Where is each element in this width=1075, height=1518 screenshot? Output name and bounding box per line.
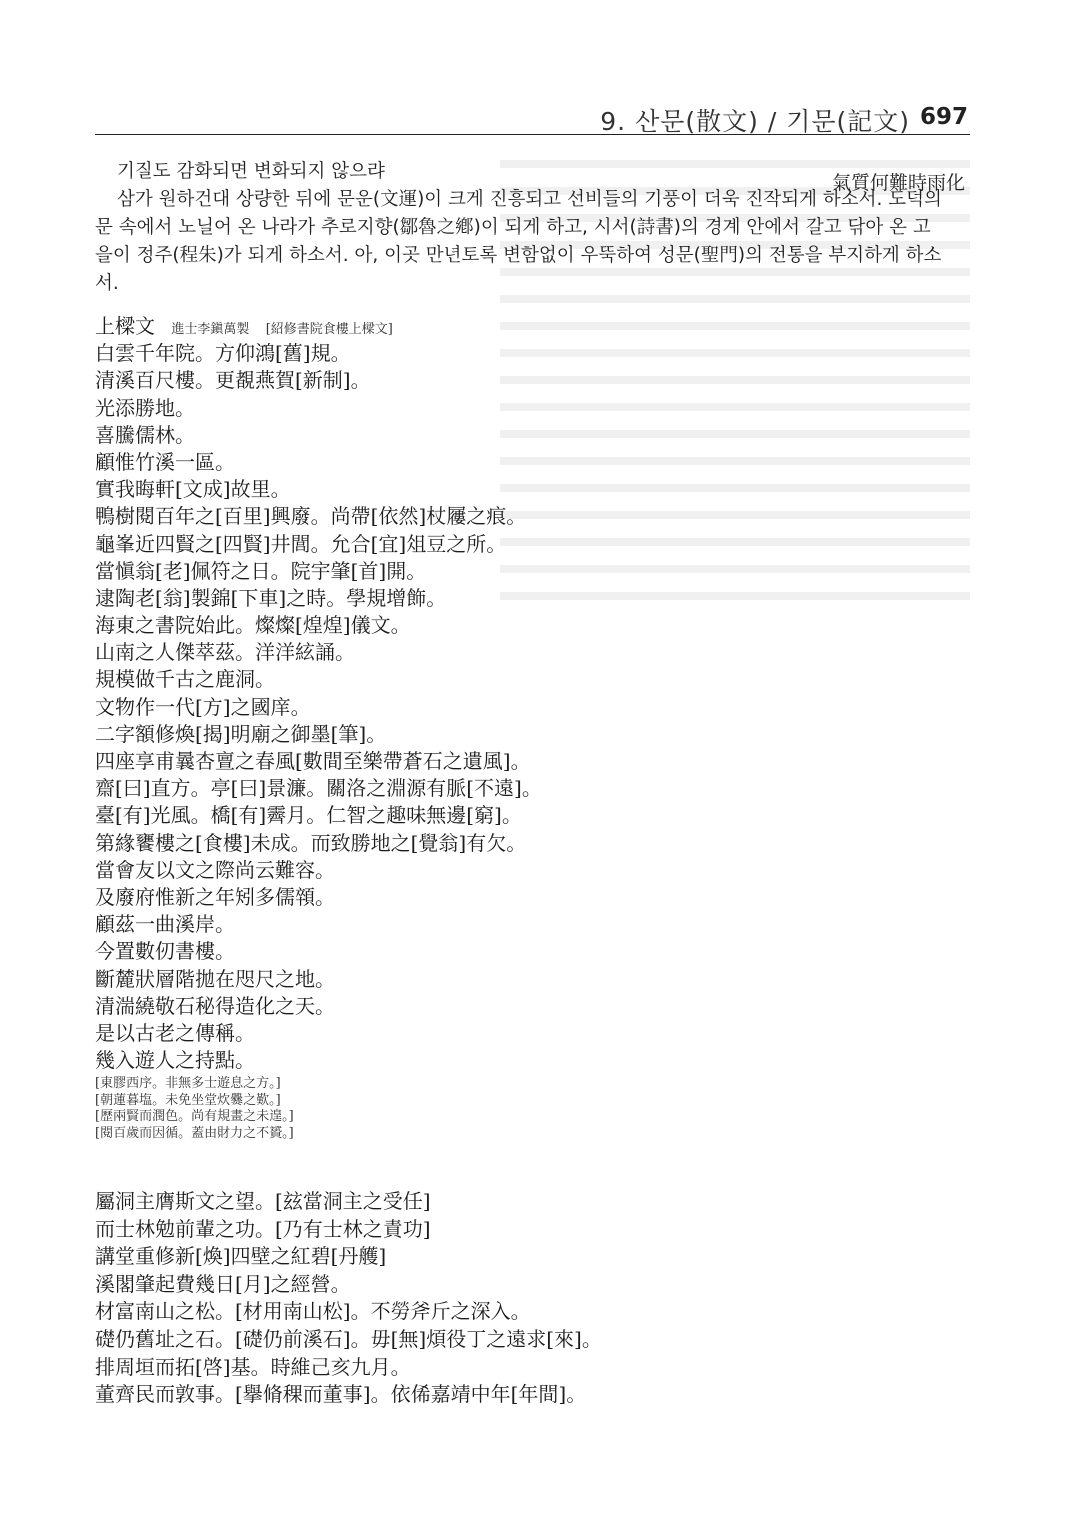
text-line: 白雲千年院。方仰鴻[舊]規。	[95, 341, 351, 366]
text-line: 材富南山之松。[材用南山松]。不勞斧斤之深入。	[95, 1299, 531, 1324]
korean-line: 을이 정주(程朱)가 되게 하소서. 아, 이곳 만년토록 변함없이 우뚝하여 성문(聖門)의 전통을 부지하게 하소	[95, 245, 942, 266]
page-number: 697	[919, 104, 968, 130]
text-line: 臺[有]光風。橋[有]霽月。仁智之趣味無邊[窮]。	[95, 803, 522, 828]
korean-line: 기질도 감화되면 변화되지 않으랴	[117, 161, 385, 182]
text-line: 海東之書院始此。燦燦[煌煌]儀文。	[95, 613, 411, 638]
text-line: 溪閣肇起費幾日[月]之經營。	[95, 1271, 351, 1296]
text-line: 顧茲一曲溪岸。	[95, 912, 235, 937]
text-line: 齋[曰]直方。亭[曰]景濂。關洛之淵源有脈[不遠]。	[95, 776, 542, 801]
text-line: 當會友以文之際尚云難容。	[95, 857, 335, 882]
note-line: [閱百歲而因循。蓋由財力之不贇。]	[95, 1125, 294, 1141]
text-line: 光添勝地。	[95, 395, 195, 420]
text-line: 二字額修煥[揭]明廟之御墨[筆]。	[95, 721, 387, 746]
note-line: [東膠西序。非無多士遊息之方。]	[95, 1076, 281, 1092]
note-line: [歷兩賢而潤色。尚有規畫之未遑。]	[95, 1109, 294, 1125]
text-line: 董齊民而敦事。[擧脩稞而董事]。依俙嘉靖中年[年間]。	[95, 1382, 587, 1407]
text-line: 清湍繞敬石秘得造化之天。	[95, 993, 335, 1018]
text-line: 礎仍舊址之石。[礎仍前溪石]。毋[無]煩役丁之遠求[來]。	[95, 1326, 602, 1351]
text-line: 第緣饔樓之[食樓]未成。而致勝地之[覺翁]有欠。	[95, 830, 527, 855]
text-line: 而士林勉前輩之功。[乃有士林之責功]	[95, 1216, 431, 1241]
text-line: 山南之人傑萃茲。洋洋絃誦。	[95, 640, 355, 665]
text-line: 及廢府惟新之年矧多儒顇。	[95, 884, 335, 909]
text-line: 斷麓狀層階拋在咫尺之地。	[95, 966, 335, 991]
note-line: [朝蓮暮塩。未免坐堂炊爨之歎。]	[95, 1092, 281, 1108]
text-line: 幾入遊人之持點。	[95, 1048, 255, 1073]
text-line: 是以古老之傳稱。	[95, 1020, 255, 1045]
text-line: 四座享甫曩杏亶之春風[數間至樂帶蒼石之遺風]。	[95, 749, 531, 773]
classical-text	[95, 313, 795, 1142]
korean-line: 서.	[95, 273, 119, 294]
text-line: 今置數仞書樓。	[95, 939, 235, 964]
korean-line: 문 속에서 노닐어 온 나라가 추로지향(鄒魯之鄕)이 되게 하고, 시서(詩書)의 경계 안에서 갈고 닦아 온 고	[95, 217, 931, 238]
text-line: 當愼翁[老]佩符之日。院宇肇[首]開。	[95, 558, 427, 583]
text-line: 顧惟竹溪一區。	[95, 449, 235, 474]
classical-text-continued	[95, 1188, 795, 1409]
text-line: 龜峯近四賢之[四賢]井閭。允合[宜]俎豆之所。	[95, 531, 507, 556]
side-note: 氣質何難時雨化	[831, 172, 965, 194]
bracket-notes	[95, 1076, 795, 1142]
text-line: 喜騰儒林。	[95, 422, 195, 447]
page-header	[95, 100, 970, 135]
text-line: 講堂重修新[煥]四壁之紅碧[丹艧]	[95, 1244, 387, 1269]
korean-line: 삼가 원하건대 상량한 뒤에 문운(文運)이 크게 진흥되고 선비들의 기풍이 더욱 진작되게 하소서. 도덕의	[117, 189, 942, 210]
text-line: 逮陶老[翁]製錦[下車]之時。學規增飾。	[95, 585, 447, 610]
text-line: 屬洞主膺斯文之望。[玆當洞主之受任]	[95, 1189, 431, 1213]
text-line: 實我晦軒[文成]故里。	[95, 477, 291, 502]
section-title: 9. 산문(散文) / 기문(記文)	[600, 107, 910, 136]
text-title-row	[95, 313, 795, 340]
text-line: 文物作一代[方]之國庠。	[95, 694, 311, 719]
korean-translation	[95, 158, 970, 298]
text-line: 規模做千古之鹿洞。	[95, 667, 275, 692]
text-author: 進士李鎭萬製	[171, 322, 250, 337]
text-subtitle: [紹修書院食樓上樑文]	[265, 322, 393, 337]
text-title: 上樑文	[95, 314, 155, 338]
text-line: 清溪百尺樓。更覩燕賀[新制]。	[95, 368, 371, 393]
text-line: 鴨樹閱百年之[百里]興廢。尚帶[依然]杖屨之痕。	[95, 504, 527, 529]
text-line: 排周垣而拓[啓]基。時維己亥九月。	[95, 1354, 411, 1379]
